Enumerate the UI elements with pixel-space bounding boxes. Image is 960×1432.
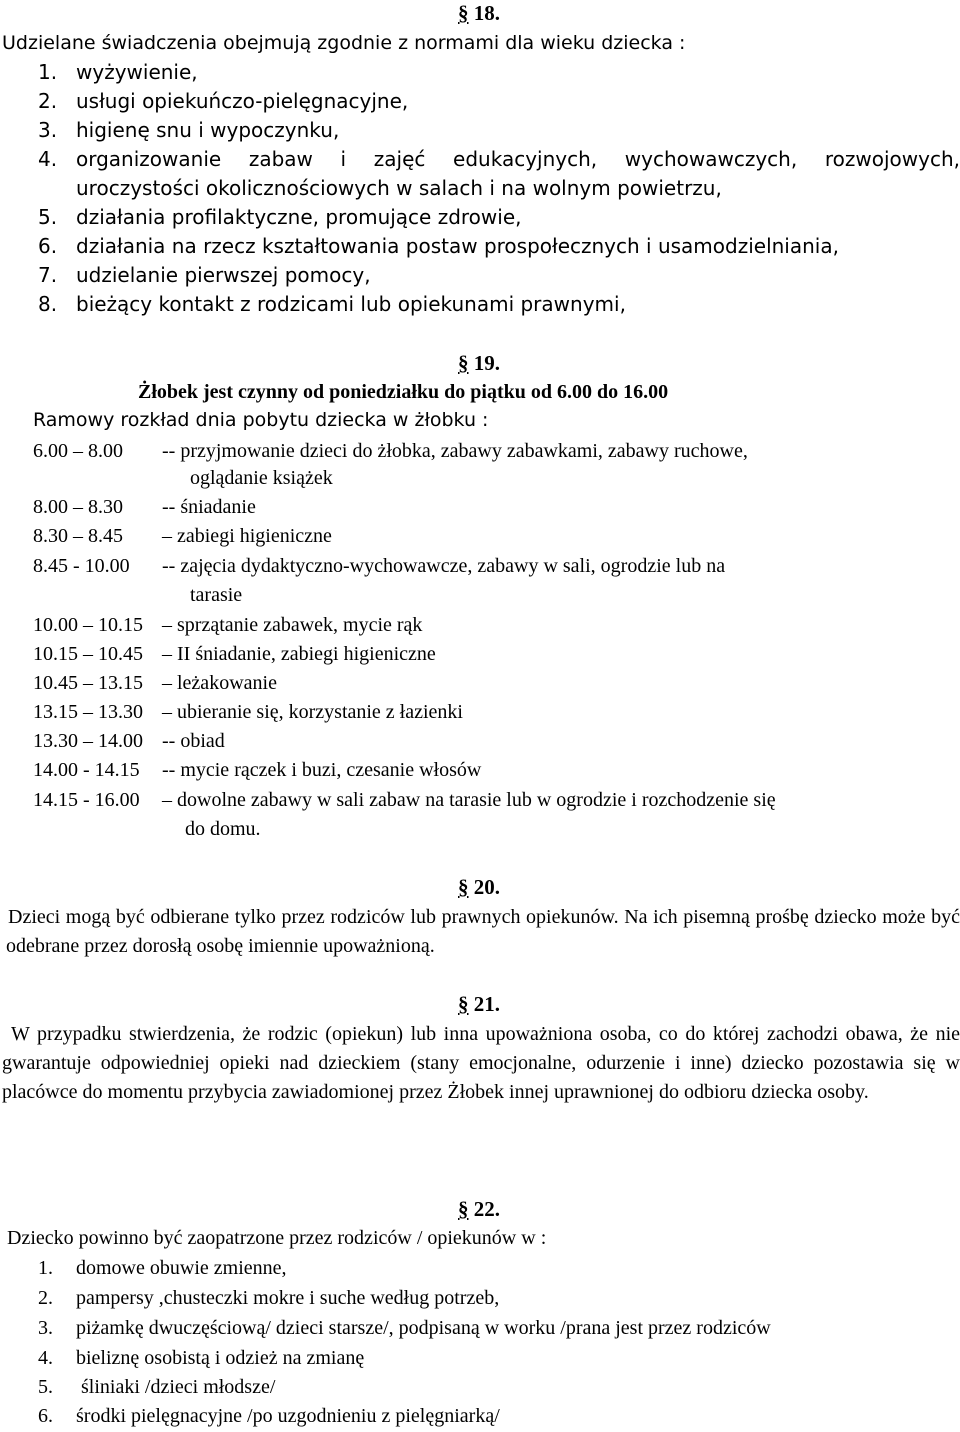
list-number: 1. [38, 60, 58, 84]
list-number: 5. [38, 205, 58, 229]
schedule-time: 8.30 – 8.45 [33, 525, 123, 547]
list-text: domowe obuwie zmienne, [76, 1257, 287, 1279]
list-text: działania profilaktyczne, promujące zdrowie, [76, 205, 522, 229]
list-number: 4. [38, 1347, 53, 1369]
list-number: 5. [38, 1376, 53, 1398]
list-number: 8. [38, 292, 58, 316]
section-20-text: Dzieci mogą być odbierane tylko przez rodziców lub prawnych opiekunów. Na ich pisemną prośbę dziecko może być odebrane przez dorosłą osobę imiennie upoważnioną. [6, 906, 960, 957]
section-19-heading [458, 350, 500, 376]
schedule-time: 10.15 – 10.45 [33, 643, 143, 665]
schedule-activity: -- przyjmowanie dzieci do żłobka, zabawy zabawkami, zabawy ruchowe, [162, 440, 748, 462]
list-text: pampersy ,chusteczki mokre i suche według potrzeb, [76, 1287, 500, 1309]
schedule-activity: -- obiad [162, 730, 225, 752]
list-text-continued: uroczystości okolicznościowych w salach i na wolnym powietrzu, [76, 176, 722, 200]
list-number: 3. [38, 1317, 53, 1339]
list-number: 6. [38, 1405, 53, 1427]
section-symbol: § [458, 992, 469, 1016]
list-text: organizowanie zabaw i zajęć edukacyjnych, wychowawczych, rozwojowych, [76, 147, 960, 171]
section-symbol: § [458, 875, 469, 899]
list-item [38, 1403, 500, 1429]
section-number: 22. [473, 1197, 500, 1221]
list-text: działania na rzecz kształtowania postaw prospołecznych i usamodzielniania, [76, 234, 839, 258]
schedule-time: 8.45 - 10.00 [33, 555, 130, 577]
list-item [38, 88, 408, 114]
section-18-heading [458, 0, 500, 26]
list-item [38, 1374, 275, 1400]
section-21-heading [458, 991, 500, 1017]
schedule-title: Ramowy rozkład dnia pobytu dziecka w żłobku : [33, 409, 489, 431]
list-text: udzielanie pierwszej pomocy, [76, 263, 371, 287]
list-text: środki pielęgnacyjne /po uzgodnieniu z pielęgniarką/ [76, 1405, 500, 1427]
schedule-activity: -- śniadanie [162, 496, 256, 518]
section-20-heading [458, 874, 500, 900]
schedule-time: 14.15 - 16.00 [33, 789, 140, 811]
schedule-time: 8.00 – 8.30 [33, 496, 123, 518]
schedule-activity-continued: do domu. [185, 818, 261, 840]
schedule-time: 13.15 – 13.30 [33, 701, 143, 723]
section-symbol: § [458, 1, 469, 25]
schedule-activity: – leżakowanie [162, 672, 277, 694]
section-symbol: § [458, 351, 469, 375]
section-number: 21. [473, 992, 500, 1016]
list-item [38, 146, 960, 172]
list-number: 7. [38, 263, 58, 287]
list-number: 6. [38, 234, 58, 258]
list-item [38, 204, 522, 230]
list-number: 2. [38, 1287, 53, 1309]
section-symbol: § [458, 1197, 469, 1221]
schedule-activity: – II śniadanie, zabiegi higieniczne [162, 643, 436, 665]
section-22-heading [458, 1196, 500, 1222]
list-item [38, 262, 371, 288]
list-text: usługi opiekuńczo-pielęgnacyjne, [76, 89, 409, 113]
list-text: higienę snu i wypoczynku, [76, 118, 340, 142]
list-text: bieliznę osobistą i odzież na zmianę [76, 1347, 365, 1369]
list-number: 4. [38, 147, 58, 171]
section-number: 20. [473, 875, 500, 899]
schedule-activity-continued: tarasie [190, 584, 243, 606]
schedule-activity: – ubieranie się, korzystanie z łazienki [162, 701, 463, 723]
list-item [38, 1345, 364, 1371]
section-number: 18. [473, 1, 500, 25]
list-text: wyżywienie, [76, 60, 198, 84]
list-item [38, 59, 198, 85]
list-item [38, 1285, 499, 1311]
opening-hours: Żłobek jest czynny od poniedziałku do piątku od 6.00 do 16.00 [138, 381, 669, 403]
list-item [38, 291, 626, 317]
schedule-activity: – sprzątanie zabawek, mycie rąk [162, 614, 423, 636]
schedule-time: 13.30 – 14.00 [33, 730, 143, 752]
list-item [38, 1255, 287, 1281]
schedule-activity: -- zajęcia dydaktyczno-wychowawcze, zabawy w sali, ogrodzie lub na [162, 555, 726, 577]
list-number: 1. [38, 1257, 53, 1279]
schedule-activity: – dowolne zabawy w sali zabaw na tarasie lub w ogrodzie i rozchodzenie się [162, 789, 776, 811]
schedule-time: 10.45 – 13.15 [33, 672, 143, 694]
list-text: piżamkę dwuczęściową/ dzieci starsze/, podpisaną w worku /prana jest przez rodziców [76, 1317, 771, 1339]
list-number: 3. [38, 118, 58, 142]
section-22-intro: Dziecko powinno być zaopatrzone przez rodziców / opiekunów w : [7, 1227, 547, 1249]
list-item [38, 117, 339, 143]
section-18-intro: Udzielane świadczenia obejmują zgodnie z normami dla wieku dziecka : [2, 32, 686, 54]
schedule-activity-continued: oglądanie książek [190, 467, 333, 489]
schedule-time: 6.00 – 8.00 [33, 440, 123, 462]
list-item [38, 233, 839, 259]
schedule-activity: -- mycie rączek i buzi, czesanie włosów [162, 759, 482, 781]
schedule-time: 10.00 – 10.15 [33, 614, 143, 636]
list-item [38, 1315, 771, 1341]
section-number: 19. [473, 351, 500, 375]
list-number: 2. [38, 89, 58, 113]
list-text: śliniaki /dzieci młodsze/ [76, 1376, 276, 1398]
section-21-text: W przypadku stwierdzenia, że rodzic (opiekun) lub inna upoważniona osoba, co do której zachodzi obawa, że nie gwarantuje odpowiedniej opieki nad dzieckiem (stany emocjonalne, odurzenie i inne) dziecko pozostawia się w placówce do momentu przybycia zawiadomionej przez Żłobek innej uprawnionej do odbioru dziecka osoby. [2, 1023, 960, 1103]
list-text: bieżący kontakt z rodzicami lub opiekunami prawnymi, [76, 292, 626, 316]
schedule-time: 14.00 - 14.15 [33, 759, 140, 781]
schedule-activity: – zabiegi higieniczne [162, 525, 332, 547]
